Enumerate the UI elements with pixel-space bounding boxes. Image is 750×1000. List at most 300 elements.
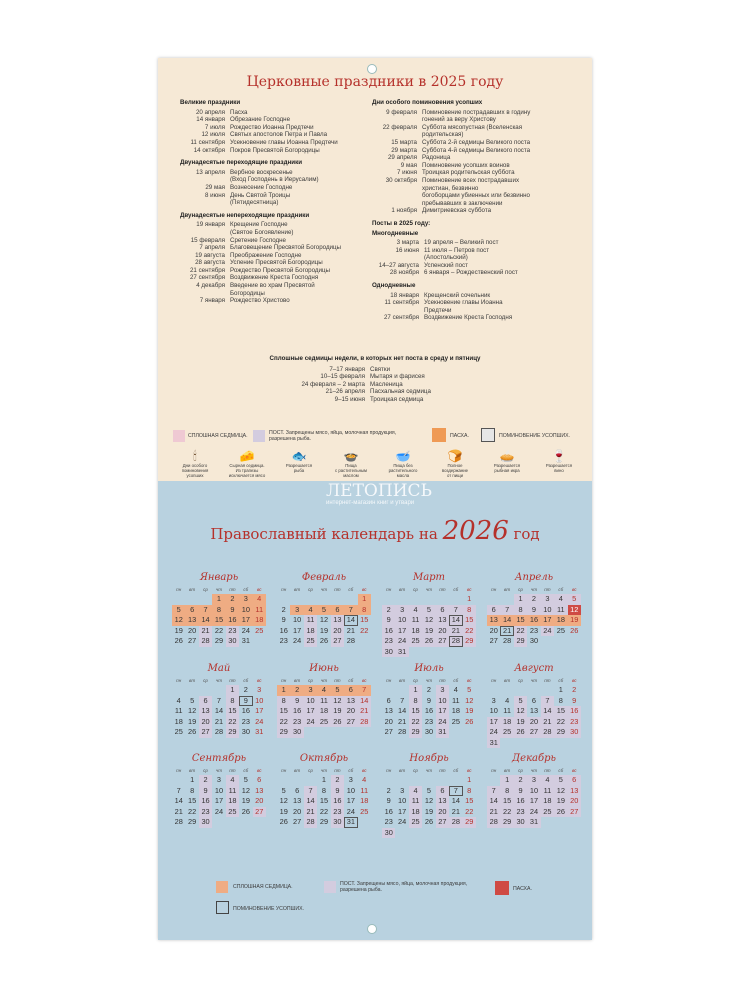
day-cell: 28 [449, 636, 462, 647]
day-cell: 20 [384, 716, 393, 726]
cheese-icon: 🧀 [239, 449, 255, 463]
day-cell: 26 [422, 636, 435, 647]
day-cell: 29 [214, 636, 224, 645]
day-cell: 17 [346, 796, 355, 805]
day-cell: 18 [226, 796, 239, 807]
day-cell: 4 [362, 775, 367, 784]
day-cell: 26 [570, 625, 579, 635]
day-cell: 19 [279, 806, 288, 816]
day-cell: 29 [319, 817, 329, 826]
item-name: Димитриевская суббота [422, 207, 492, 215]
day-cell: 30 [514, 817, 527, 828]
day-cell: 21 [487, 807, 500, 818]
fasts-title: Посты в 2025 году: [372, 219, 431, 227]
item-date: 20 апреля [195, 108, 225, 116]
memorial-title: Дни особого поминовения усопших [372, 99, 483, 106]
fasts-multi-list [372, 239, 582, 277]
day-cell: 8 [514, 605, 527, 616]
weekday-label: чт [425, 768, 433, 773]
calendar-sheet [158, 58, 592, 940]
day-cell: 24 [346, 806, 355, 816]
day-cell: 25 [500, 727, 513, 738]
day-cell: 28 [214, 727, 224, 736]
list-item [180, 176, 370, 184]
day-cell: 21 [451, 806, 460, 816]
day-cell: 20 [331, 626, 344, 637]
fixed-title: Двунадесятые непереходящие праздники [180, 211, 310, 219]
day-cell: 26 [174, 636, 183, 645]
day-cell: 10 [255, 695, 264, 705]
item-name: гонений за веру Христову [422, 116, 496, 124]
item-name: Воздвижение Креста Господня [230, 274, 319, 282]
day-cell: 2 [572, 685, 577, 694]
item-name: Успение Пресвятой Богородицы [230, 259, 323, 267]
day-cell: 13 [436, 615, 449, 626]
day-cell: 15 [554, 706, 567, 717]
weekday-label: ср [413, 768, 418, 773]
day-empty [514, 685, 527, 696]
item-name: Покров Пресвятой Богородицы [230, 146, 320, 154]
day-cell: 27 [489, 636, 498, 645]
legend2-memorial-label: ПОМИНОВЕНИЕ УСОПШИХ. [233, 906, 304, 912]
day-empty [382, 775, 395, 786]
item-date [372, 307, 424, 315]
item-name: Суббота 2-й седмицы Великого поста [422, 138, 531, 146]
day-cell: 22 [500, 807, 513, 818]
day-cell: 14 [451, 796, 460, 805]
day-cell: 24 [293, 636, 302, 645]
fish-icon: 🐟 [291, 449, 307, 463]
day-cell: 16 [424, 706, 434, 715]
day-cell: 19 [568, 615, 581, 626]
fasting-legend-label: Разрешается [545, 463, 573, 468]
item-name: Масленица [370, 380, 403, 388]
day-cell: 18 [451, 706, 460, 715]
day-grid [382, 685, 476, 738]
item-name: Рождество Пресвятой Богородицы [230, 266, 330, 274]
list-item [158, 388, 592, 396]
watermark [158, 481, 592, 511]
list-item [180, 147, 370, 155]
weekday-header [487, 676, 581, 685]
item-date: 9 мая [400, 161, 417, 169]
item-date: 7 апреля [199, 244, 225, 252]
day-cell: 22 [465, 806, 474, 816]
day-grid [382, 775, 476, 838]
item-name: Мытаря и фарисея [370, 373, 425, 381]
item-name: (Апостольский) [424, 254, 468, 262]
day-cell: 8 [321, 785, 327, 795]
day-empty [185, 685, 198, 696]
weekday-label: сб [243, 587, 249, 592]
day-cell: 30 [290, 727, 303, 738]
day-cell: 20 [344, 706, 357, 717]
day-cell: 24 [241, 625, 250, 635]
month-name: Октябрь [299, 753, 349, 764]
list-item [180, 267, 370, 275]
calendar-title [158, 516, 592, 546]
day-cell: 14 [199, 615, 212, 626]
day-cell: 14 [487, 796, 500, 807]
fasting-legend-label: Пища [345, 463, 357, 468]
list-item [372, 177, 582, 185]
item-date: 27 сентября [189, 274, 225, 282]
hanging-hole-top [367, 64, 377, 74]
day-cell: 23 [382, 636, 395, 647]
weekday-label: сб [558, 587, 564, 592]
day-cell: 28 [398, 727, 407, 736]
day-empty [172, 594, 185, 605]
day-cell: 31 [487, 738, 500, 749]
fasting-legend-label: рыбная икра [494, 468, 520, 473]
holidays-left-column [180, 94, 370, 305]
day-cell: 28 [541, 727, 554, 738]
day-cell: 9 [239, 696, 252, 707]
item-name: богоборцами убиенных или безвинно [422, 192, 530, 200]
weekday-label: вс [361, 768, 367, 773]
day-cell: 13 [568, 786, 581, 797]
day-cell: 5 [281, 785, 286, 795]
day-cell: 10 [304, 696, 317, 707]
day-cell: 2 [281, 604, 286, 614]
day-cell: 18 [174, 716, 183, 726]
item-date: 18 января [390, 291, 419, 299]
item-date: 4 декабря [196, 282, 225, 290]
day-cell: 19 [241, 796, 250, 805]
day-cell: 4 [226, 775, 239, 786]
day-cell: 13 [255, 785, 264, 795]
fasting-legend-item [227, 450, 267, 478]
day-cell: 4 [317, 685, 330, 696]
day-cell: 12 [422, 615, 435, 626]
day-cell: 7 [358, 685, 371, 696]
item-date: 14 января [196, 116, 225, 124]
day-cell: 1 [514, 594, 527, 605]
day-cell: 9 [331, 786, 344, 797]
list-item [180, 297, 370, 305]
day-cell: 22 [214, 625, 224, 635]
day-cell: 16 [527, 615, 540, 626]
day-cell: 19 [514, 717, 527, 728]
day-empty [382, 594, 395, 605]
day-cell: 20 [188, 625, 197, 635]
day-cell: 15 [226, 706, 239, 717]
list-item [372, 116, 582, 124]
day-cell: 2 [382, 605, 395, 616]
day-cell: 9 [514, 786, 527, 797]
day-cell: 5 [317, 605, 330, 616]
day-cell: 14 [541, 706, 554, 717]
day-empty [409, 594, 422, 605]
weekday-header [277, 585, 371, 594]
weekday-label: пн [176, 678, 182, 683]
day-cell: 10 [398, 796, 407, 805]
day-empty [172, 775, 185, 786]
day-cell: 30 [331, 817, 344, 828]
item-name: Крещенский сочельник [424, 291, 491, 299]
item-date: 19 августа [195, 251, 225, 259]
weekday-label: вт [399, 587, 406, 592]
day-cell: 17 [395, 626, 408, 637]
day-cell: 21 [214, 716, 224, 726]
day-cell: 8 [558, 695, 563, 705]
fasting-legend-label: Пища без [393, 463, 413, 468]
day-cell: 22 [277, 717, 290, 728]
day-cell: 13 [487, 615, 500, 626]
day-cell: 7 [487, 786, 500, 797]
day-cell: 14 [304, 796, 317, 807]
day-cell: 25 [174, 727, 183, 736]
day-cell: 11 [360, 785, 369, 795]
day-cell: 19 [554, 796, 567, 807]
fasting-legend-label: рыба [293, 468, 305, 473]
item-name: Рождество Иоанна Предтечи [230, 123, 314, 131]
day-cell: 1 [467, 775, 472, 784]
day-cell: 12 [331, 696, 344, 707]
weekday-label: вт [504, 587, 511, 592]
legend2-easter-label: ПАСХА. [513, 886, 532, 892]
day-cell: 28 [487, 817, 500, 828]
day-cell: 4 [554, 594, 567, 605]
item-name: Святки [370, 365, 391, 373]
day-cell: 10 [346, 785, 355, 795]
item-date: 29 марта [391, 146, 417, 154]
watermark-subtitle: интернет-магазин книг и утвари [326, 500, 415, 506]
day-cell: 8 [277, 696, 290, 707]
weekday-label: пт [439, 678, 446, 683]
day-cell: 5 [190, 695, 195, 705]
day-cell: 22 [226, 717, 239, 728]
day-cell: 11 [304, 615, 317, 626]
day-cell: 25 [255, 625, 264, 635]
day-cell: 3 [395, 605, 408, 616]
day-cell: 8 [358, 605, 371, 616]
item-date: 15 февраля [190, 236, 225, 244]
day-cell: 22 [463, 626, 476, 637]
day-cell: 15 [409, 706, 422, 717]
weekday-label: вс [571, 678, 577, 683]
day-cell: 19 [424, 806, 434, 816]
day-cell: 4 [176, 695, 181, 705]
list-item [180, 221, 370, 229]
list-item [180, 192, 370, 200]
weekday-label: вс [361, 587, 367, 592]
item-date: 13 апреля [195, 168, 225, 176]
list-item [180, 199, 370, 207]
weekday-header [382, 676, 476, 685]
day-cell: 6 [436, 786, 449, 797]
weekday-label: пн [491, 587, 497, 592]
day-cell: 9 [527, 605, 540, 616]
weekday-label: пт [229, 678, 236, 683]
weekday-label: вс [256, 678, 262, 683]
list-item [180, 116, 370, 124]
day-cell: 30 [424, 727, 434, 736]
day-cell: 12 [241, 785, 250, 795]
day-cell: 23 [279, 636, 288, 645]
day-cell: 26 [424, 817, 434, 826]
weekday-header [172, 585, 266, 594]
item-date [180, 176, 230, 184]
month-name: Март [412, 572, 446, 583]
day-cell: 12 [279, 796, 288, 805]
day-empty [199, 594, 212, 605]
day-cell: 1 [212, 594, 225, 605]
day-cell: 12 [172, 615, 185, 626]
solid-weeks [158, 355, 592, 404]
item-date: 7 июля [204, 123, 225, 131]
fasting-legend-item [487, 450, 527, 473]
day-cell: 6 [257, 775, 262, 784]
day-empty [304, 594, 317, 605]
item-date: 1 ноября [391, 207, 417, 215]
month-7 [382, 662, 476, 738]
list-item [372, 292, 582, 300]
weekday-label: пт [334, 587, 341, 592]
day-cell: 17 [255, 706, 264, 715]
weekday-label: ср [518, 587, 523, 592]
month-name: Сентябрь [191, 753, 247, 764]
item-date: 16 июня [395, 246, 419, 254]
day-cell: 1 [358, 594, 371, 605]
item-name: Святых апостолов Петра и Павла [230, 131, 328, 139]
day-cell: 9 [281, 615, 286, 624]
weekday-label: пн [386, 768, 392, 773]
day-cell: 18 [409, 807, 422, 818]
item-name: Успенский пост [424, 261, 468, 269]
day-cell: 20 [199, 717, 212, 728]
day-cell: 10 [489, 706, 498, 715]
day-cell: 5 [554, 775, 567, 786]
weekday-label: ср [518, 678, 523, 683]
day-cell: 13 [384, 706, 393, 715]
weekday-label: ср [203, 678, 208, 683]
weekday-label: чт [530, 678, 538, 683]
day-cell: 13 [293, 796, 302, 805]
day-cell: 5 [467, 685, 472, 694]
day-cell: 27 [436, 817, 449, 828]
list-item [372, 299, 582, 307]
day-cell: 17 [239, 615, 252, 626]
day-cell: 11 [317, 696, 330, 707]
day-empty [199, 685, 212, 696]
day-empty [487, 594, 500, 605]
dry-food-icon: 🍞 [447, 449, 463, 463]
day-cell: 4 [541, 775, 554, 786]
fasts-multi-title: Многодневные [372, 229, 419, 237]
day-cell: 8 [212, 605, 225, 616]
day-cell: 17 [436, 706, 449, 717]
day-cell: 17 [304, 706, 317, 717]
day-cell: 16 [226, 615, 239, 626]
day-cell: 24 [398, 817, 407, 826]
day-empty [304, 775, 317, 786]
weekday-label: вт [504, 678, 511, 683]
month-8 [487, 662, 581, 748]
item-name: Рождество Христово [230, 297, 290, 305]
list-item [372, 185, 582, 193]
day-cell: 2 [426, 685, 432, 694]
day-cell: 3 [400, 785, 405, 795]
day-cell: 23 [226, 626, 239, 637]
day-cell: 10 [436, 696, 449, 707]
weekday-label: сб [453, 587, 459, 592]
month-4 [487, 571, 581, 647]
weekday-label: сб [558, 768, 564, 773]
day-cell: 6 [568, 775, 581, 786]
month-name: Июнь [309, 663, 339, 674]
day-cell: 4 [409, 786, 422, 797]
item-date: 10–15 февраля [320, 373, 365, 381]
day-cell: 17 [398, 806, 407, 816]
weekday-label: вт [294, 678, 301, 683]
list-item [372, 254, 582, 262]
day-cell: 18 [409, 626, 422, 637]
day-grid [277, 594, 371, 647]
day-empty [317, 594, 330, 605]
fasting-legend-label: Сырная седмица. [229, 463, 265, 468]
item-date: 14 октября [193, 146, 225, 154]
day-cell: 3 [527, 775, 540, 786]
list-item [180, 259, 370, 267]
item-date: 30 октября [385, 176, 417, 184]
day-cell: 26 [554, 807, 567, 818]
day-cell: 27 [436, 636, 449, 647]
day-cell: 23 [529, 625, 539, 635]
legend-memorial-swatch [481, 428, 495, 442]
day-grid [172, 685, 266, 738]
day-cell: 27 [253, 807, 266, 818]
item-name: Введение во храм Пресвятой [230, 282, 315, 290]
item-name: Поминовение всех пострадавших [422, 176, 520, 184]
weekday-label: пн [386, 587, 392, 592]
day-empty [449, 594, 462, 605]
day-cell: 30 [241, 727, 250, 736]
day-cell: 14 [449, 615, 462, 626]
day-cell: 29 [277, 727, 290, 738]
day-cell: 7 [449, 786, 462, 797]
weekday-label: пн [491, 768, 497, 773]
list-item [158, 366, 592, 374]
fasting-legend-item [279, 450, 319, 473]
day-cell: 23 [241, 716, 250, 726]
list-item [372, 262, 582, 270]
day-cell: 20 [489, 625, 498, 635]
weekday-label: сб [243, 768, 249, 773]
weekday-label: вс [571, 768, 577, 773]
day-cell: 10 [541, 605, 554, 616]
day-cell: 29 [188, 817, 197, 826]
day-cell: 8 [500, 786, 513, 797]
weekday-header [172, 766, 266, 775]
day-cell: 3 [348, 775, 353, 784]
fasting-legend-item [383, 450, 423, 478]
item-date: 8 июня [204, 191, 225, 199]
day-cell: 2 [527, 594, 540, 605]
day-cell: 2 [290, 685, 303, 696]
day-cell: 6 [386, 695, 391, 705]
item-name: Вознесение Господне [230, 183, 293, 191]
list-item [372, 147, 582, 155]
item-name: 6 января – Рождественский пост [424, 269, 518, 277]
day-empty [277, 775, 290, 786]
list-item [372, 307, 582, 315]
item-name: Усекновение главы Иоанна Предтечи [230, 138, 338, 146]
day-cell: 2 [386, 785, 391, 795]
month-name: Май [207, 663, 231, 674]
weekday-label: вт [189, 768, 196, 773]
item-name: Троицкая родительская суббота [422, 169, 515, 177]
